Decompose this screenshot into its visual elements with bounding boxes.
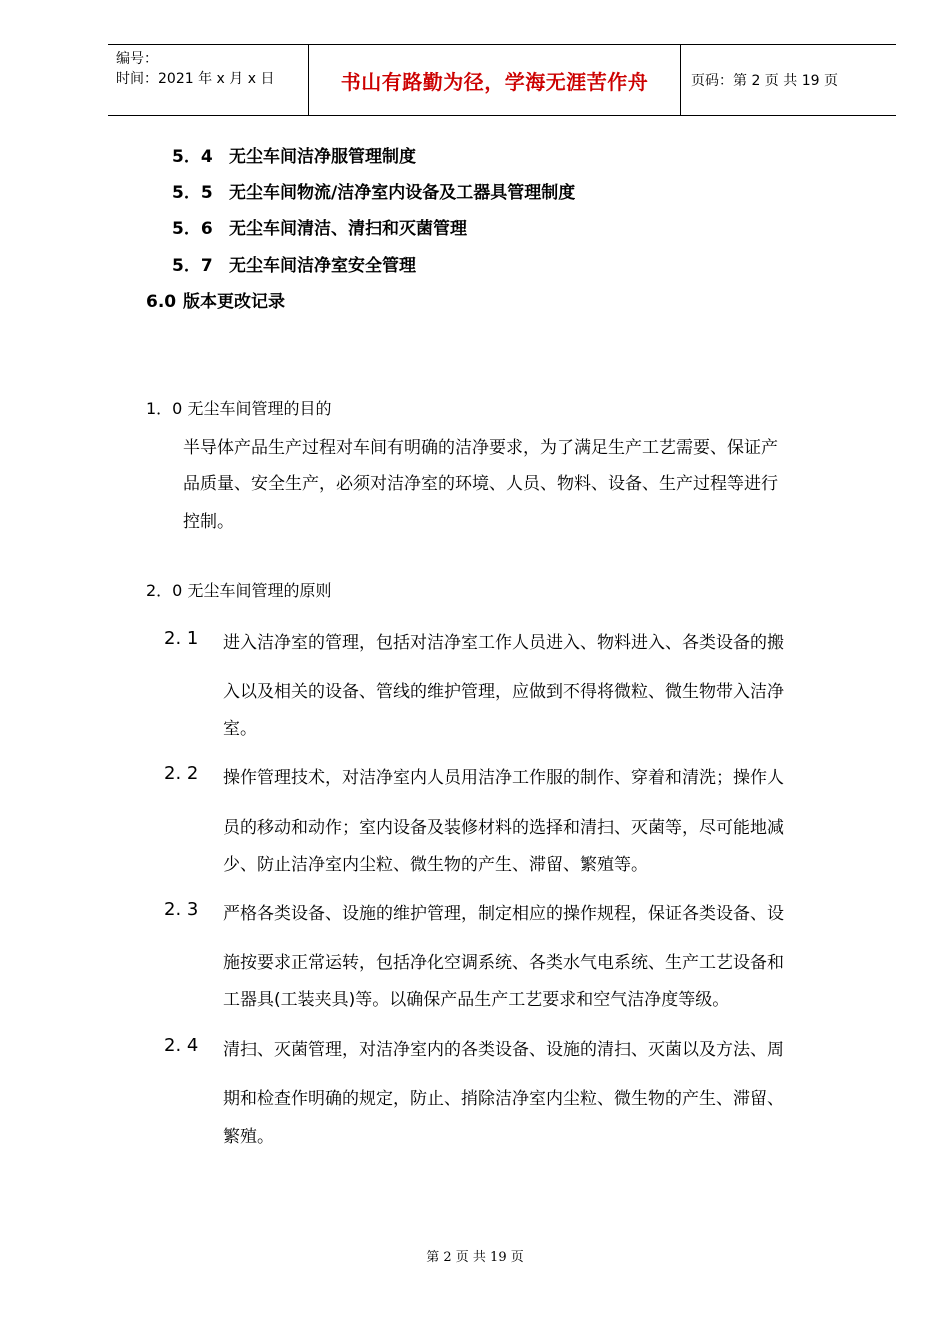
clause-line: 工器具(工装夹具)等。以确保产品生产工艺要求和空气洁净度等级。: [223, 990, 730, 1010]
document-number-label: 编号：: [116, 51, 158, 67]
clause-line: 繁殖。: [223, 1127, 274, 1147]
toc-item-number: 5．7: [172, 256, 213, 276]
document-time-label: 时间：2021 年 x 月 x 日: [116, 71, 275, 87]
toc-item-title: 无尘车间洁净服管理制度: [229, 147, 416, 167]
page-footer: 第 2 页 共 19 页: [426, 1250, 524, 1265]
toc-item-title: 无尘车间洁净室安全管理: [229, 256, 416, 276]
toc-item-title: 无尘车间清洁、清扫和灭菌管理: [229, 219, 467, 239]
clause-line: 期和检查作明确的规定，防止、捎除洁净室内尘粒、微生物的产生、滞留、: [223, 1089, 784, 1109]
clause-line: 清扫、灭菌管理，对洁净室内的各类设备、设施的清扫、灭菌以及方法、周: [223, 1040, 784, 1060]
clause-line: 进入洁净室的管理，包括对洁净室工作人员进入、物料进入、各类设备的搬: [223, 633, 784, 653]
toc-item-number: 5．6: [172, 219, 213, 239]
toc-item-title: 版本更改记录: [183, 292, 285, 312]
clause-line: 少、防止洁净室内尘粒、微生物的产生、滞留、繁殖等。: [223, 855, 648, 875]
clause-line: 严格各类设备、设施的维护管理，制定相应的操作规程，保证各类设备、设: [223, 904, 784, 924]
section-1-line: 品质量、安全生产，必须对洁净室的环境、人员、物料、设备、生产过程等进行: [183, 474, 778, 494]
toc-item-title: 无尘车间物流/洁净室内设备及工器具管理制度: [229, 183, 576, 203]
clause-number: 2. 3: [164, 899, 199, 920]
section-2-title: 2．0 无尘车间管理的原则: [146, 581, 332, 600]
clause-line: 施按要求正常运转，包括净化空调系统、各类水气电系统、生产工艺设备和: [223, 953, 784, 973]
clause-number: 2. 1: [164, 628, 199, 649]
toc-item: [172, 251, 416, 276]
header-meta: [108, 45, 308, 115]
clause-number: 2. 2: [164, 763, 199, 784]
section-1-title: 1．0 无尘车间管理的目的: [146, 399, 332, 418]
toc-item-number: 5．4: [172, 147, 213, 167]
header-page-info: 页码：第 2 页 共 19 页: [691, 73, 838, 89]
clause-number: 2. 4: [164, 1035, 199, 1056]
toc-item-number: 6.0: [146, 292, 177, 312]
clause-line: 操作管理技术，对洁净室内人员用洁净工作服的制作、穿着和清洗；操作人: [223, 768, 784, 788]
clause-line: 员的移动和动作；室内设备及装修材料的选择和清扫、灭菌等，尽可能地减: [223, 818, 784, 838]
toc-item-number: 5．5: [172, 183, 213, 203]
clause-line: 室。: [223, 719, 257, 739]
section-1-line: 控制。: [183, 512, 234, 532]
toc-item: [172, 214, 467, 239]
page-header: [108, 44, 896, 116]
clause-line: 入以及相关的设备、管线的维护管理，应做到不得将微粒、微生物带入洁净: [223, 682, 784, 702]
toc-item: [146, 287, 285, 312]
toc-item: [172, 178, 575, 203]
toc-item: [172, 142, 416, 167]
header-motto: 书山有路勤为径，学海无涯苦作舟: [308, 45, 681, 115]
section-1-line: 半导体产品生产过程对车间有明确的洁净要求，为了满足生产工艺需要、保证产: [183, 438, 778, 458]
